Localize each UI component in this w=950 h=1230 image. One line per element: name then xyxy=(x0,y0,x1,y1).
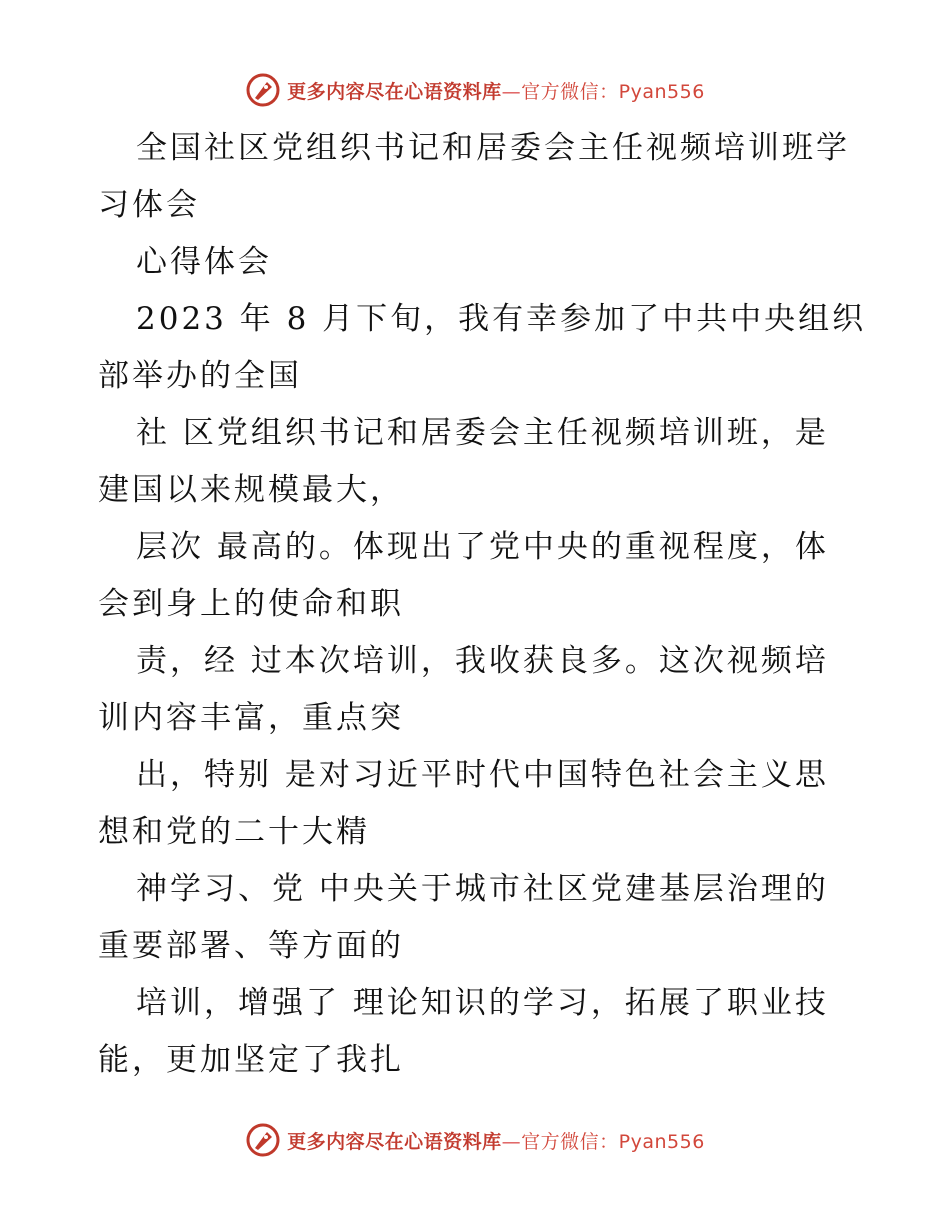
watermark-separator: — xyxy=(501,80,522,103)
text-line: 想和党的二十大精 xyxy=(98,814,370,850)
text-line: 全国社区党组织书记和居委会主任视频培训班学 xyxy=(136,130,850,166)
text-line: 会到身上的使命和职 xyxy=(98,586,404,622)
text-line: 培训，增强了 理论知识的学习，拓展了职业技 xyxy=(136,985,829,1021)
text-line: 重要部署、等方面的 xyxy=(98,928,404,964)
footer-watermark xyxy=(0,1118,950,1162)
pen-nib-circle-icon xyxy=(245,72,281,108)
document-body xyxy=(98,120,867,1089)
watermark-separator: — xyxy=(501,1130,522,1153)
pen-nib-circle-icon xyxy=(245,1122,281,1158)
text-line: 训内容丰富，重点突 xyxy=(98,700,404,736)
watermark-text xyxy=(287,1127,705,1154)
watermark-text xyxy=(287,77,705,104)
watermark-library: 更多内容尽在心语资料库 xyxy=(287,1130,502,1153)
text-line: 心得体会 xyxy=(136,244,272,280)
text-line: 能，更加坚定了我扎 xyxy=(98,1042,404,1078)
text-line: 习体会 xyxy=(98,187,200,223)
text-line: 神学习、党 中央关于城市社区党建基层治理的 xyxy=(136,871,829,907)
text-line: 建国以来规模最大， xyxy=(98,472,404,508)
watermark-wechat: 官方微信：Pyan556 xyxy=(521,80,705,103)
text-line: 责，经 过本次培训，我收获良多。这次视频培 xyxy=(136,643,829,679)
watermark-library: 更多内容尽在心语资料库 xyxy=(287,80,502,103)
header-watermark xyxy=(0,68,950,112)
text-line: 2023 年 8 月下旬，我有幸参加了中共中央组织 xyxy=(136,301,867,337)
watermark-wechat: 官方微信：Pyan556 xyxy=(521,1130,705,1153)
text-line: 出，特别 是对习近平时代中国特色社会主义思 xyxy=(136,757,829,793)
text-line: 部举办的全国 xyxy=(98,358,302,394)
text-line: 层次 最高的。体现出了党中央的重视程度，体 xyxy=(136,529,829,565)
text-line: 社 区党组织书记和居委会主任视频培训班，是 xyxy=(136,415,829,451)
